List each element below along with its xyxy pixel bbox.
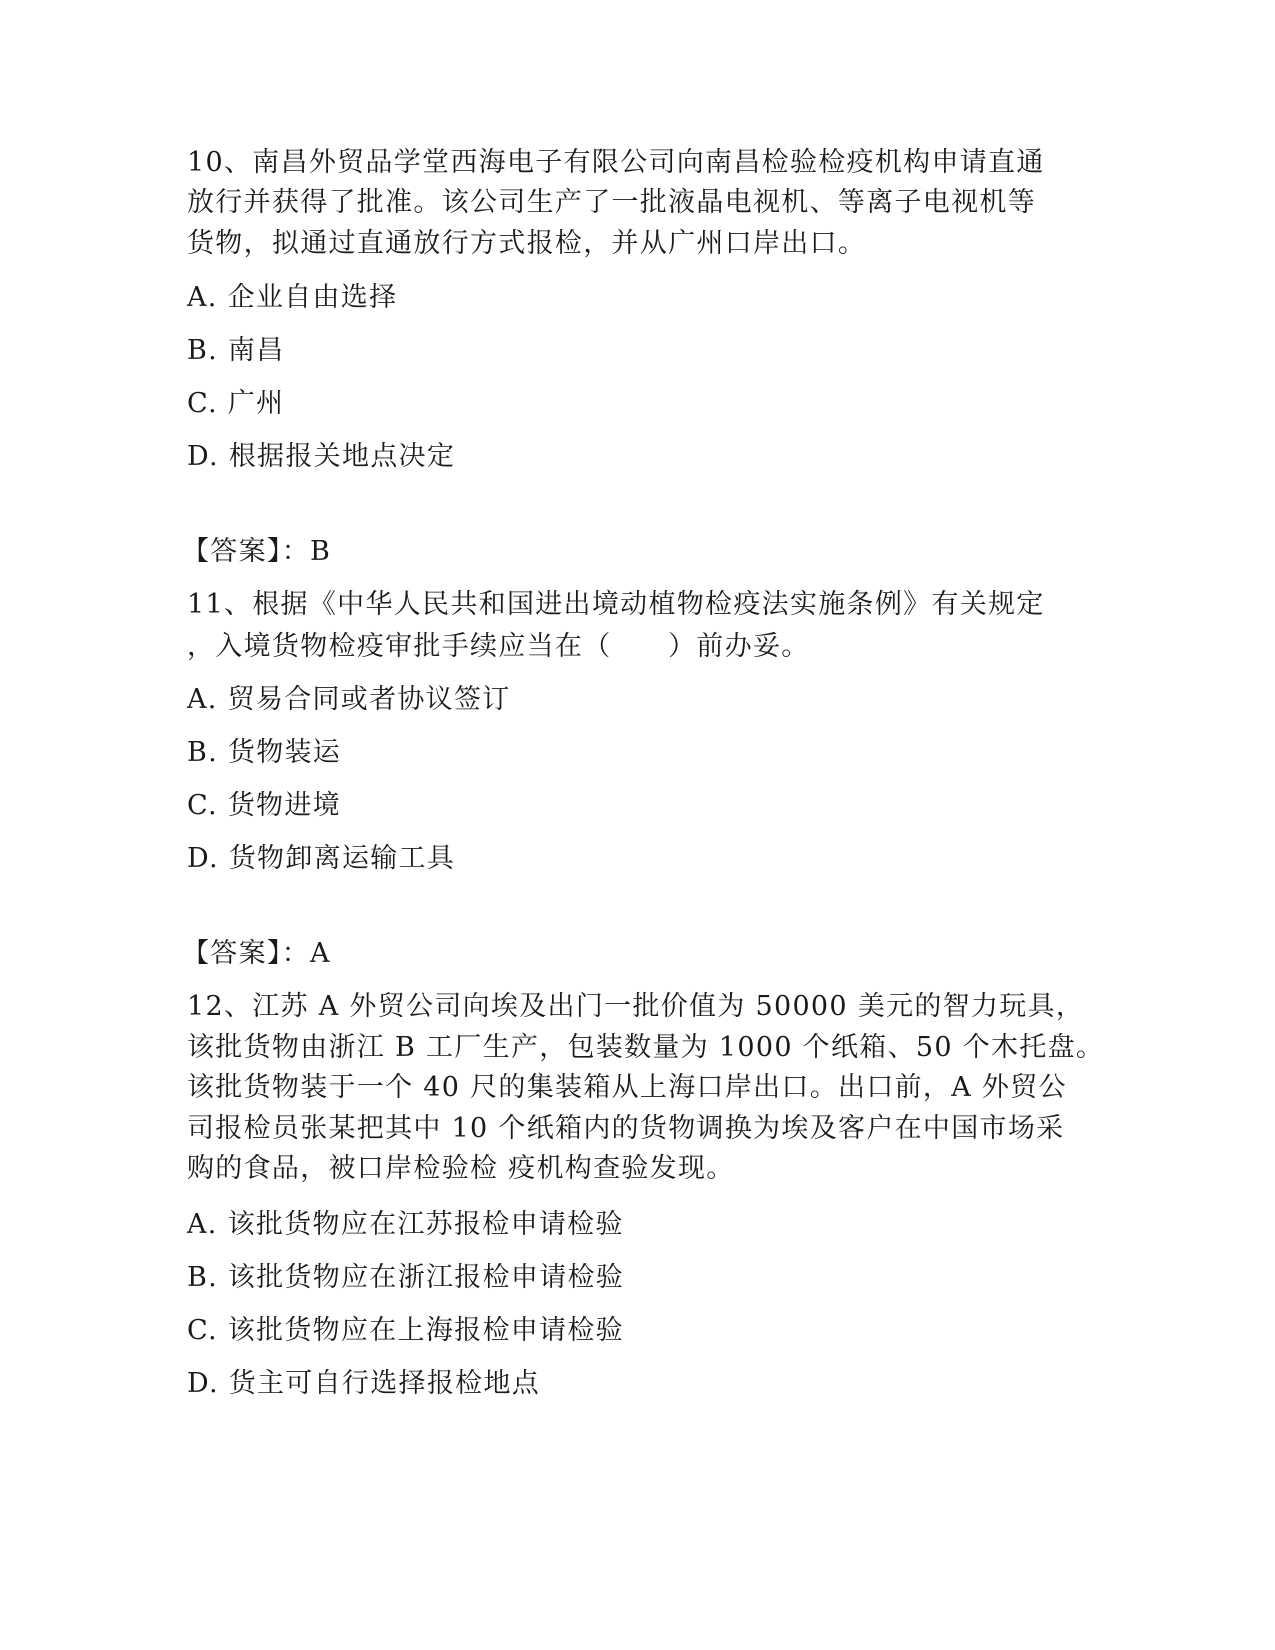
question-12-option-a: A. 该批货物应在江苏报检申请检验 [187,1209,624,1240]
question-10-option-a: A. 企业自由选择 [187,282,398,313]
question-10-option-c: C. 广州 [187,388,285,419]
question-12-option-c: C. 该批货物应在上海报检申请检验 [187,1315,624,1346]
question-11-option-a: A. 贸易合同或者协议签订 [187,684,511,715]
question-11-option-d: D. 货物卸离运输工具 [187,843,456,874]
question-10-stem-line-3: 货物，拟通过直通放行方式报检，并从广州口岸出口。 [187,228,867,259]
question-10-answer: 【答案】：B [182,536,332,567]
question-10-option-d: D. 根据报关地点决定 [187,441,456,472]
question-12-stem-line-2: 该批货物由浙江 B 工厂生产，包装数量为 1000 个纸箱、50 个木托盘。 [187,1032,1105,1063]
question-12-stem-line-5: 购的食品，被口岸检验检 疫机构查验发现。 [187,1153,735,1184]
question-12-stem-line-1: 12、江苏 A 外贸公司向埃及出门一批价值为 50000 美元的智力玩具， [187,991,1085,1022]
question-11-option-b: B. 货物装运 [187,737,342,768]
question-12-stem-line-3: 该批货物装于一个 40 尺的集装箱从上海口岸出口。出口前，A 外贸公 [187,1072,1067,1103]
question-12-option-d: D. 货主可自行选择报检地点 [187,1368,541,1399]
question-11-stem-line-1: 11、根据《中华人民共和国进出境动植物检疫法实施条例》有关规定 [187,589,1045,620]
question-12-stem-line-4: 司报检员张某把其中 10 个纸箱内的货物调换为埃及客户在中国市场采 [187,1113,1065,1144]
question-11-option-c: C. 货物进境 [187,790,341,821]
question-11-stem-line-2: ，入境货物检疫审批手续应当在（ ）前办妥。 [187,631,810,662]
question-10-stem-line-2: 放行并获得了批准。该公司生产了一批液晶电视机、等离子电视机等 [187,187,1036,218]
question-10-stem-line-1: 10、南昌外贸品学堂西海电子有限公司向南昌检验检疫机构申请直通 [187,147,1045,178]
question-10-option-b: B. 南昌 [187,335,285,366]
question-12-option-b: B. 该批货物应在浙江报检申请检验 [187,1262,625,1293]
question-11-answer: 【答案】：A [182,938,331,969]
